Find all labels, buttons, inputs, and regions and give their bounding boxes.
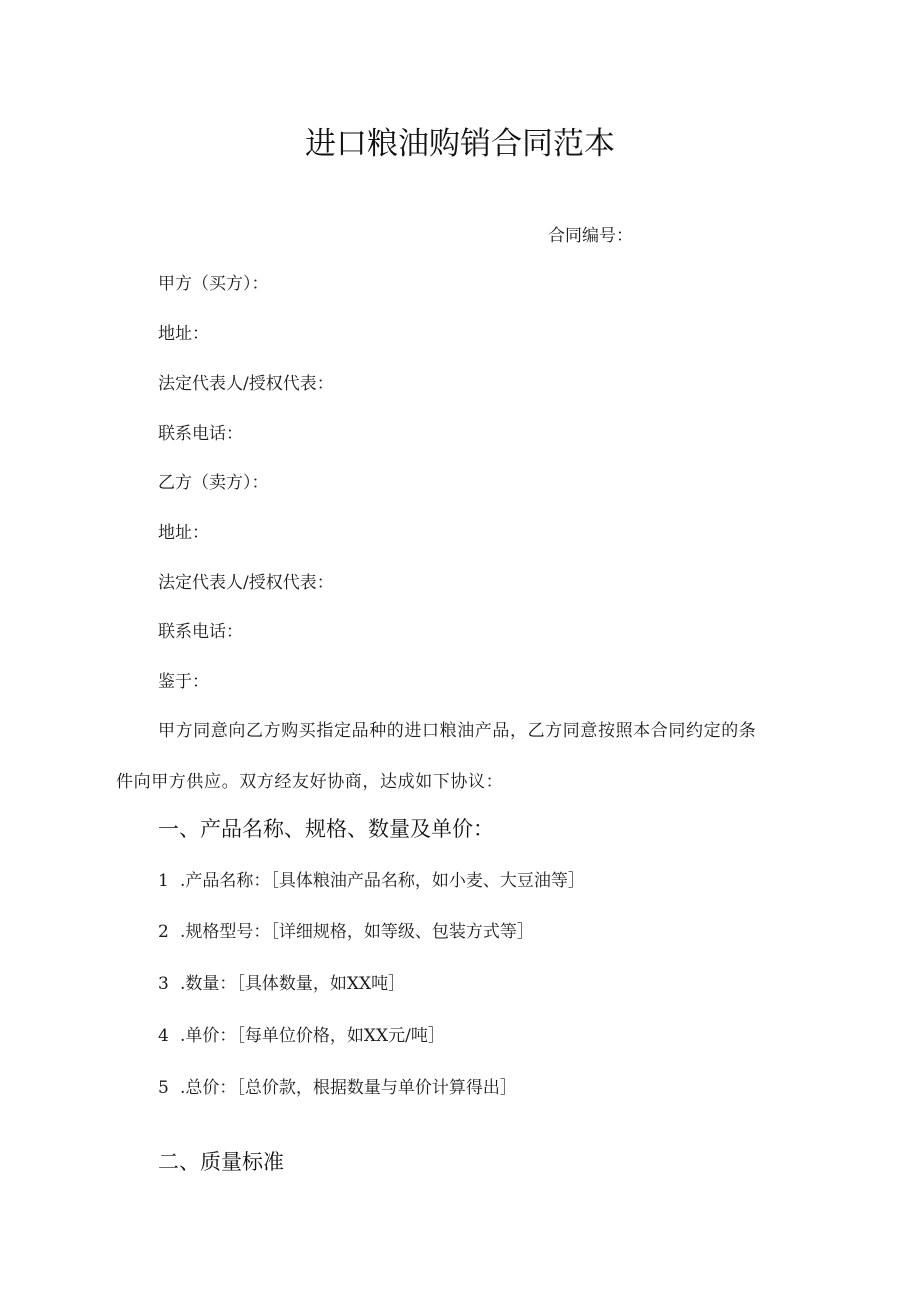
party-b-label: 乙方（卖方）： [158, 473, 269, 493]
item-number: 4 [158, 1026, 169, 1046]
whereas-label: 鉴于： [158, 672, 209, 692]
party-a-address: 地址： [158, 324, 209, 344]
item-number: 1 [158, 871, 169, 891]
party-b-phone: 联系电话： [158, 622, 243, 642]
section-2-heading: 二、质量标准 [158, 1150, 284, 1174]
item-number: 5 [158, 1078, 169, 1098]
item-text: .单价：［每单位价格，如XX元/吨］ [180, 1026, 445, 1046]
preamble-line-1: 甲方同意向乙方购买指定品种的进口粮油产品，乙方同意按照本合同约定的条 [158, 721, 757, 741]
section-1-item [158, 920, 534, 944]
item-text: .数量：［具体数量，如XX吨］ [180, 974, 406, 994]
party-a-representative: 法定代表人/授权代表： [158, 374, 334, 394]
preamble-line-2: 件向甲方供应。双方经友好协商，达成如下协议： [116, 772, 504, 792]
party-b-address: 地址： [158, 523, 209, 543]
party-a-phone: 联系电话： [158, 424, 243, 444]
party-a-label: 甲方（买方）： [158, 274, 269, 294]
item-text: .总价：［总价款，根据数量与单价计算得出］ [180, 1078, 517, 1098]
item-number: 2 [158, 922, 169, 942]
item-text: .规格型号：［详细规格，如等级、包装方式等］ [180, 922, 534, 942]
document-title: 进口粮油购销合同范本 [305, 126, 615, 162]
contract-number-label: 合同编号： [548, 226, 633, 246]
party-b-representative: 法定代表人/授权代表： [158, 573, 334, 593]
item-number: 3 [158, 974, 169, 994]
section-1-heading: 一、产品名称、规格、数量及单价： [158, 817, 494, 841]
section-1-item [158, 972, 405, 996]
item-text: .产品名称：［具体粮油产品名称，如小麦、大豆油等］ [180, 871, 585, 891]
section-1-item [158, 1076, 517, 1100]
section-1-item [158, 869, 585, 893]
section-1-item [158, 1024, 445, 1048]
